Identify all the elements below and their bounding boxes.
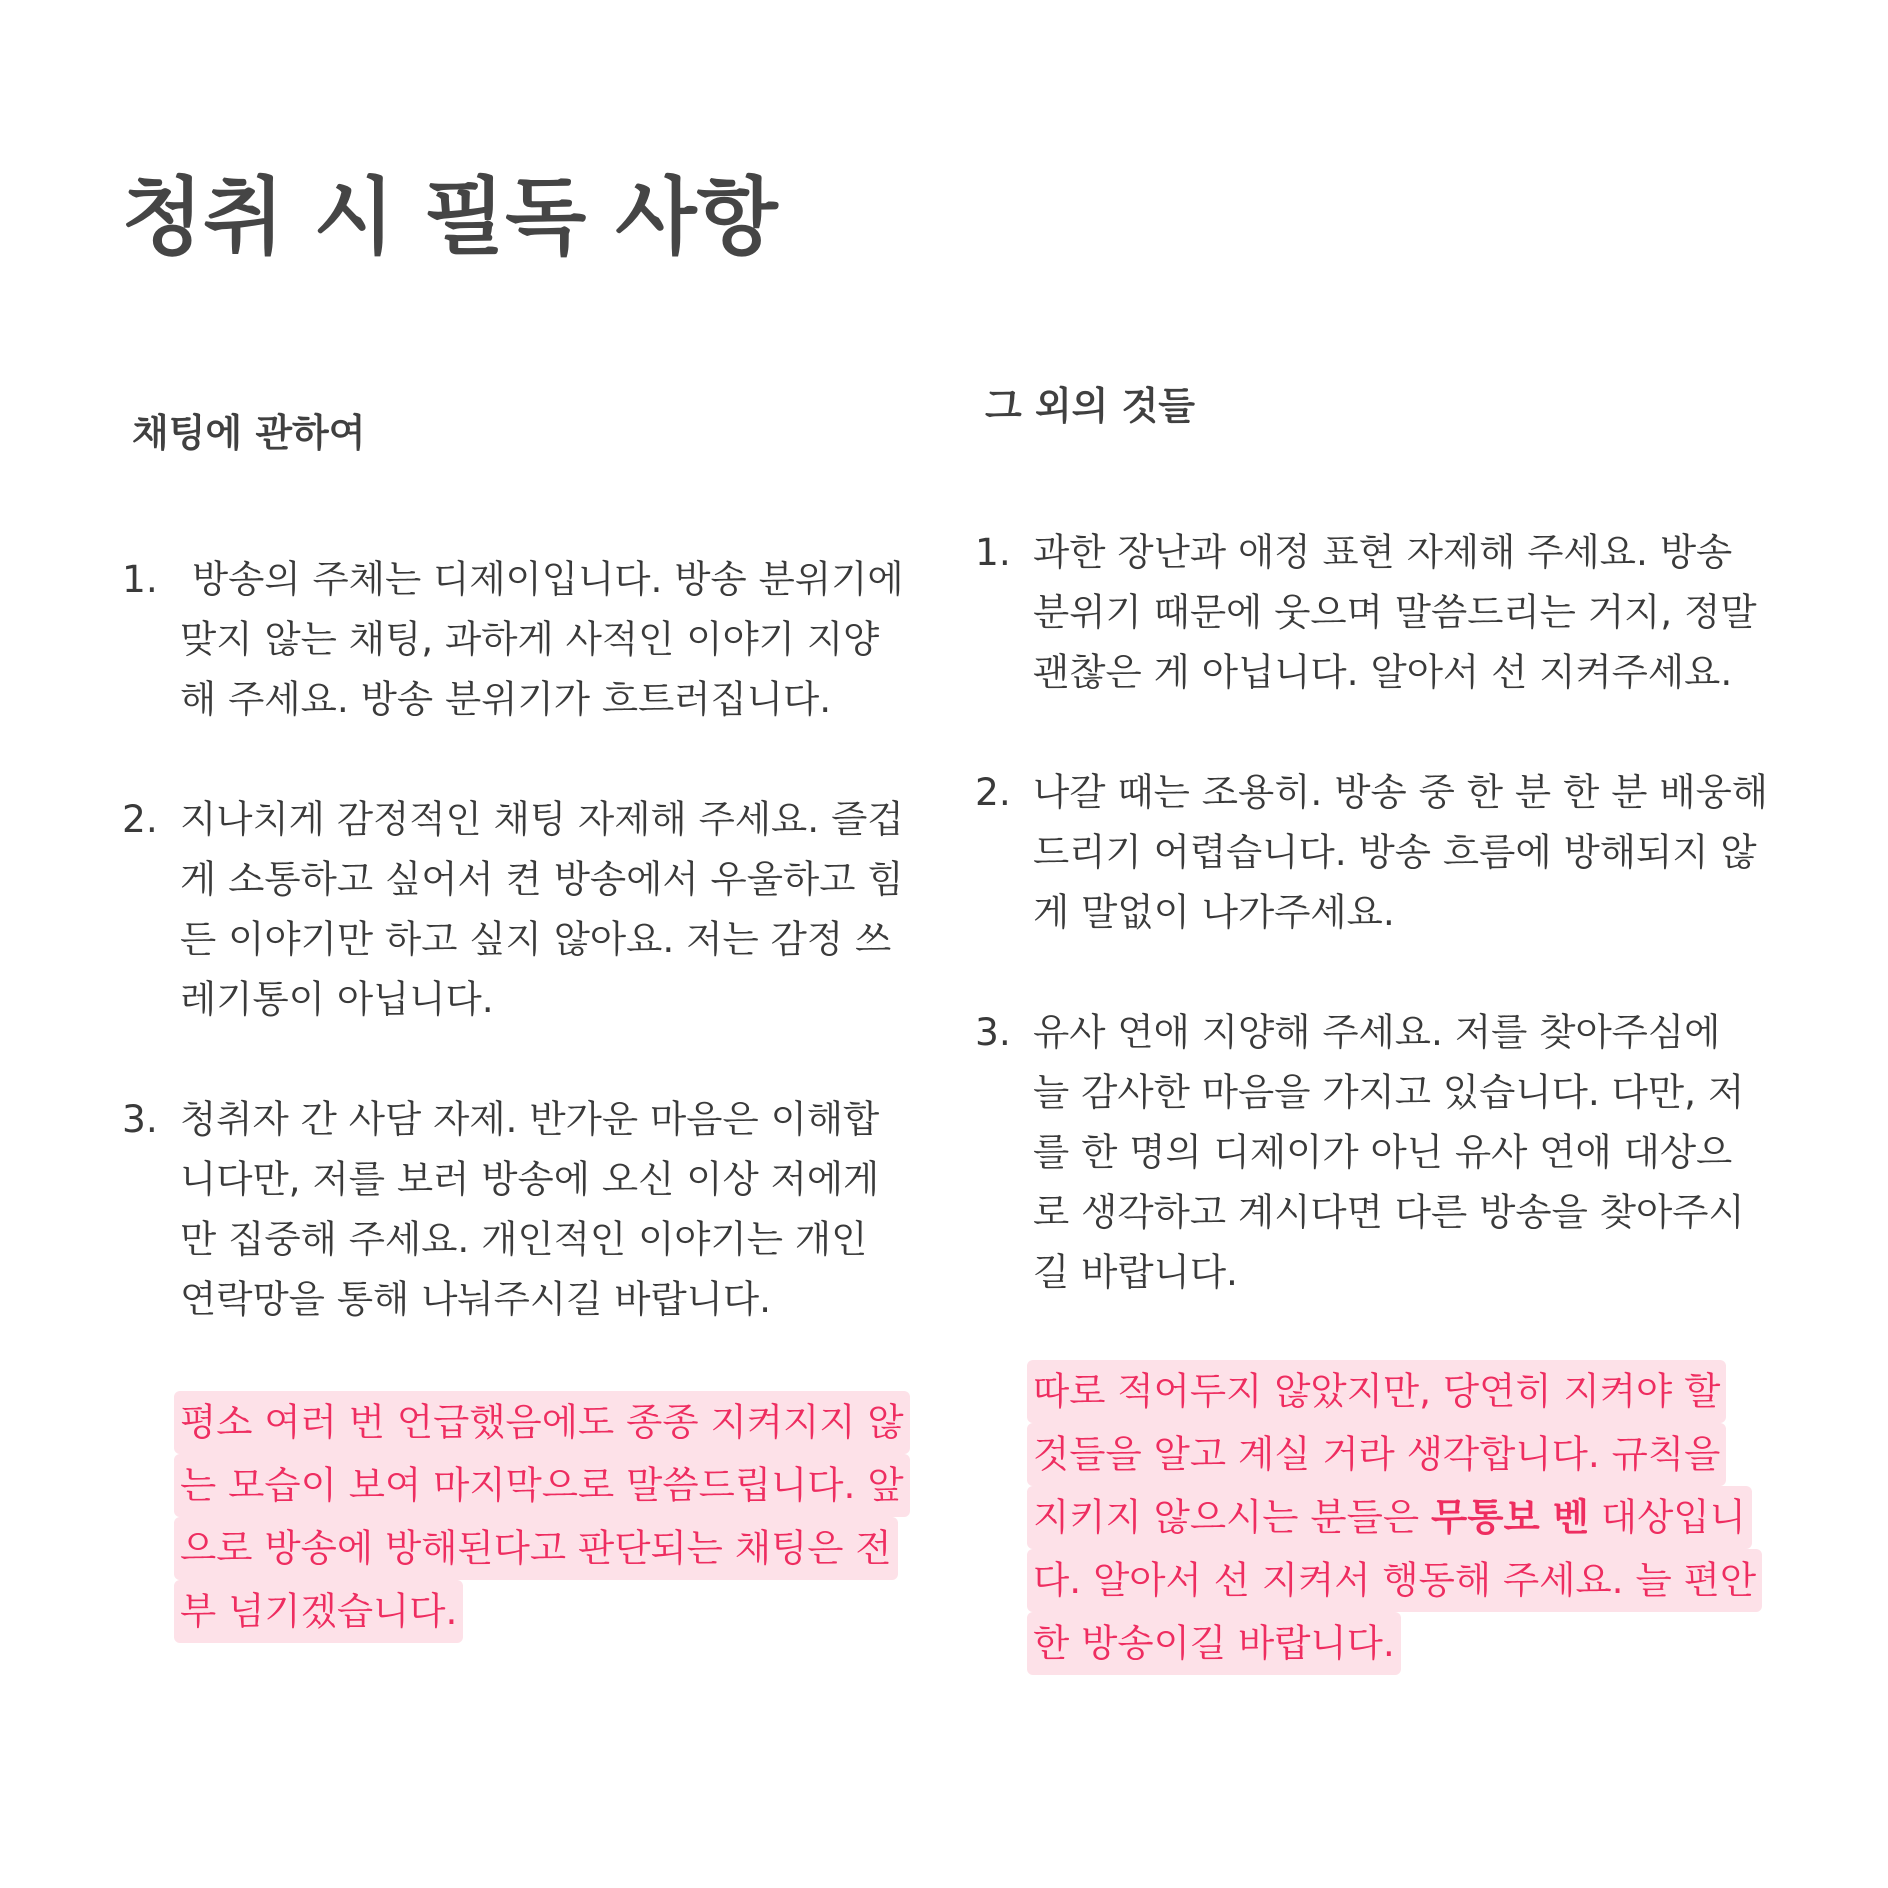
list-item-line: 괜찮은 게 아닙니다. 알아서 선 지켜주세요. [1033, 650, 1733, 694]
list-item-line: 연락망을 통해 나눠주시길 바랍니다. [180, 1277, 772, 1321]
chat-rules-list [122, 549, 922, 1329]
note-line [1027, 1486, 1752, 1549]
list-number: 1. [122, 557, 158, 601]
chat-rules-heading: 채팅에 관하여 [132, 411, 366, 455]
list-item-line: 만 집중해 주세요. 개인적인 이야기는 개인 [180, 1217, 868, 1261]
chat-rules-section [122, 402, 922, 1643]
note-line: 으로 방송에 방해된다고 판단되는 채팅은 전 [174, 1517, 898, 1580]
list-number: 3. [975, 1010, 1011, 1054]
list-item-line: 게 소통하고 싶어서 켠 방송에서 우울하고 힘 [180, 857, 904, 901]
list-item [122, 549, 922, 729]
list-item-line: 분위기 때문에 웃으며 말씀드리는 거지, 정말 [1033, 590, 1757, 634]
list-item-line: 길 바랍니다. [1033, 1250, 1238, 1294]
list-item-line: 유사 연애 지양해 주세요. 저를 찾아주심에 [1033, 1010, 1721, 1054]
other-rules-section [975, 375, 1775, 1675]
note-line: 부 넘기겠습니다. [174, 1580, 463, 1643]
list-item [975, 1002, 1775, 1302]
list-item-line: 레기통이 아닙니다. [180, 977, 494, 1021]
note-line: 다. 알아서 선 지켜서 행동해 주세요. 늘 편안 [1027, 1549, 1762, 1612]
list-item [122, 1089, 922, 1329]
page-title: 청취 시 필독 사항 [122, 168, 778, 266]
list-item [975, 522, 1775, 702]
ban-emphasis: 무통보 벤 [1431, 1495, 1589, 1539]
note-line: 는 모습이 보여 마지막으로 말씀드립니다. 앞 [174, 1454, 910, 1517]
other-rules-list [975, 522, 1775, 1302]
list-number: 3. [122, 1097, 158, 1141]
list-item-line: 과한 장난과 애정 표현 자제해 주세요. 방송 [1033, 530, 1733, 574]
list-number: 2. [975, 770, 1011, 814]
note-text: 대상입니 [1588, 1495, 1746, 1539]
list-item [975, 762, 1775, 942]
list-item-line: 해 주세요. 방송 분위기가 흐트러집니다. [180, 677, 832, 721]
list-item-line: 방송의 주체는 디제이입니다. 방송 분위기에 [180, 557, 904, 601]
list-item-line: 늘 감사한 마음을 가지고 있습니다. 다만, 저 [1033, 1070, 1745, 1114]
list-item-line: 니다만, 저를 보러 방송에 오신 이상 저에게 [180, 1157, 880, 1201]
list-item-line: 로 생각하고 계시다면 다른 방송을 찾아주시 [1033, 1190, 1745, 1234]
list-item-line: 맞지 않는 채팅, 과하게 사적인 이야기 지양 [180, 617, 880, 661]
list-item-line: 든 이야기만 하고 싶지 않아요. 저는 감정 쓰 [180, 917, 892, 961]
note-text: 지키지 않으시는 분들은 [1033, 1495, 1432, 1539]
list-item-line: 를 한 명의 디제이가 아닌 유사 연애 대상으 [1033, 1130, 1733, 1174]
note-line: 따로 적어두지 않았지만, 당연히 지켜야 할 [1027, 1360, 1726, 1423]
note-line: 것들을 알고 계실 거라 생각합니다. 규칙을 [1027, 1423, 1726, 1486]
note-line: 평소 여러 번 언급했음에도 종종 지켜지지 않 [174, 1391, 910, 1454]
list-item-line: 게 말없이 나가주세요. [1033, 890, 1395, 934]
highlighted-warning-note [180, 1391, 922, 1643]
list-item-line: 나갈 때는 조용히. 방송 중 한 분 한 분 배웅해 [1033, 770, 1769, 814]
list-number: 1. [975, 530, 1011, 574]
list-item-line: 드리기 어렵습니다. 방송 흐름에 방해되지 않 [1033, 830, 1757, 874]
other-rules-heading: 그 외의 것들 [985, 384, 1195, 428]
list-item [122, 789, 922, 1029]
list-number: 2. [122, 797, 158, 841]
highlighted-warning-note [1033, 1360, 1775, 1675]
list-item-line: 청취자 간 사담 자제. 반가운 마음은 이해합 [180, 1097, 880, 1141]
list-item-line: 지나치게 감정적인 채팅 자제해 주세요. 즐겁 [180, 797, 904, 841]
note-line: 한 방송이길 바랍니다. [1027, 1612, 1401, 1675]
